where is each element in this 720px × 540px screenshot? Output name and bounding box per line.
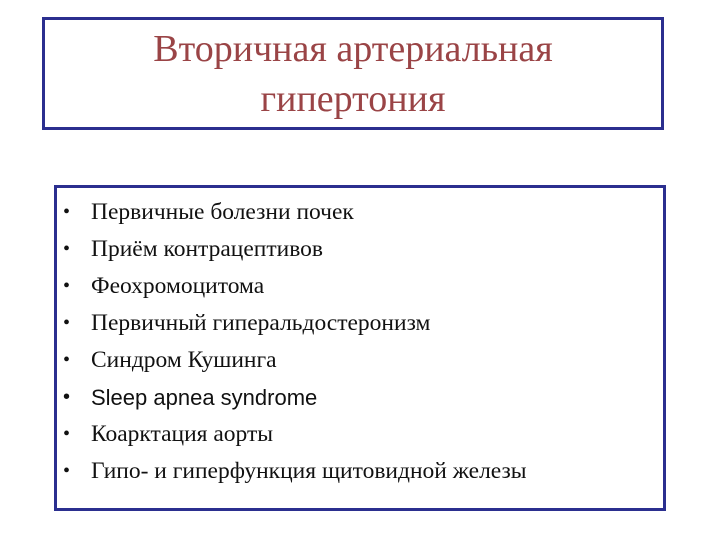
list-item: [57, 305, 527, 342]
title-line-2: гипертония: [260, 77, 446, 120]
bullet-icon: •: [63, 312, 71, 334]
bullet-icon: •: [63, 423, 71, 445]
title-line-1: Вторичная артериальная: [153, 27, 553, 70]
bullet-icon: •: [63, 460, 71, 482]
bullet-icon: •: [63, 386, 71, 408]
list-item: [57, 268, 527, 305]
list-item: [57, 379, 527, 416]
slide-title: [153, 24, 552, 124]
list-item-text: Синдром Кушинга: [91, 347, 277, 373]
bullet-icon: •: [63, 275, 71, 297]
bullet-icon: •: [63, 238, 71, 260]
bullet-list: [57, 194, 527, 490]
list-item-text: Sleep apnea syndrome: [91, 385, 318, 410]
list-item-text: Приём контрацептивов: [91, 236, 323, 262]
list-item: [57, 342, 527, 379]
list-item-text: Гипо- и гиперфункция щитовидной железы: [91, 458, 527, 484]
bullet-icon: •: [63, 349, 71, 371]
list-item-text: Феохромоцитома: [91, 273, 265, 299]
list-item-text: Первичные болезни почек: [91, 199, 354, 225]
bullet-icon: •: [63, 201, 71, 223]
list-item: [57, 453, 527, 490]
list-item-text: Первичный гиперальдостеронизм: [91, 310, 431, 336]
title-box: [42, 17, 664, 130]
list-item-text: Коарктация аорты: [91, 421, 274, 447]
list-item: [57, 231, 527, 268]
list-item: [57, 416, 527, 453]
list-item: [57, 194, 527, 231]
content-box: [54, 185, 666, 511]
